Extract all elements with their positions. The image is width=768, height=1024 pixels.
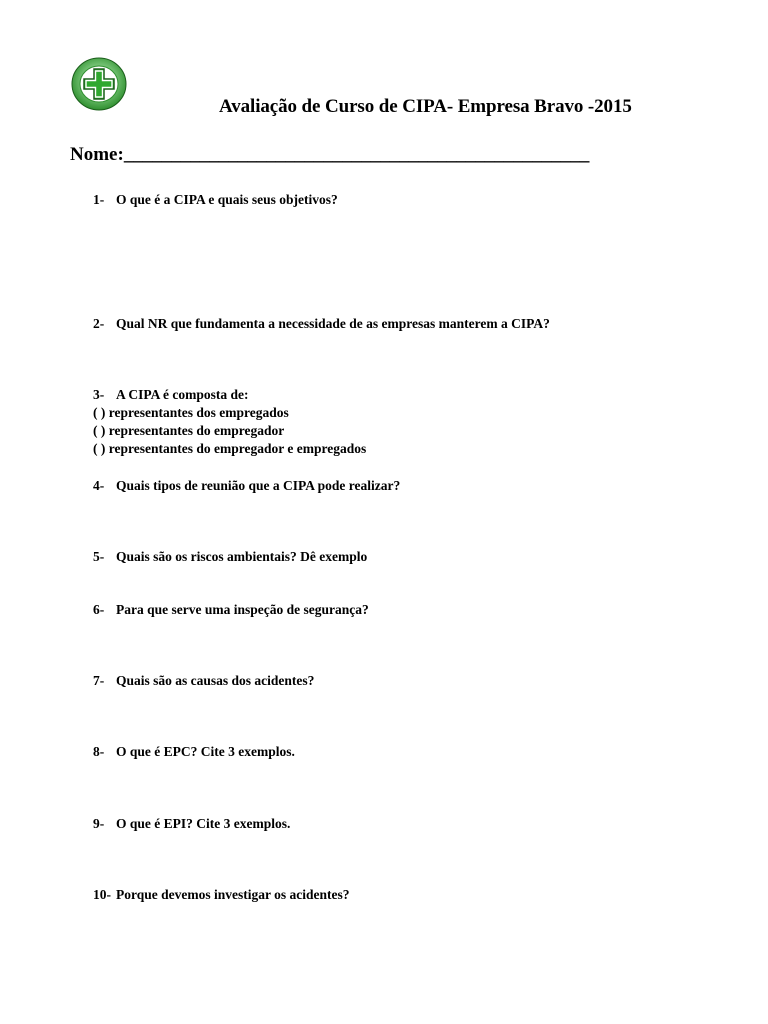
name-underline[interactable]: _________________________________________________: [123, 144, 590, 165]
name-field[interactable]: [70, 144, 589, 166]
option-checkbox-empregador-empregados[interactable]: ( ) representantes do empregador e empregados: [93, 441, 367, 456]
question-text: O que é EPC? Cite 3 exemplos.: [116, 744, 295, 759]
question-text: A CIPA é composta de:: [116, 387, 249, 402]
question-9: [93, 815, 290, 833]
option-checkbox-empregador[interactable]: ( ) representantes do empregador: [93, 423, 285, 438]
question-number: 6-: [93, 602, 105, 617]
question-text: O que é a CIPA e quais seus objetivos?: [116, 192, 338, 207]
question-7: [93, 672, 314, 690]
option-checkbox-empregados[interactable]: ( ) representantes dos empregados: [93, 405, 289, 420]
question-number: 8-: [93, 744, 105, 759]
question-number: 7-: [93, 673, 105, 688]
question-number: 5-: [93, 549, 105, 564]
question-8: [93, 743, 295, 761]
question-text: Para que serve uma inspeção de segurança?: [116, 602, 369, 617]
question-1: [93, 191, 338, 209]
question-number: 3-: [93, 387, 105, 402]
question-number: 2-: [93, 316, 105, 331]
question-3: [93, 386, 249, 404]
question-number: 9-: [93, 816, 105, 831]
question-2: [93, 315, 550, 333]
question-text: Qual NR que fundamenta a necessidade de as empresas manterem a CIPA?: [116, 316, 550, 331]
question-text: Quais são as causas dos acidentes?: [116, 673, 315, 688]
question-text: Quais tipos de reunião que a CIPA pode realizar?: [116, 478, 401, 493]
question-6: [93, 601, 369, 619]
question-text: Quais são os riscos ambientais? Dê exemplo: [116, 549, 368, 564]
question-text: Porque devemos investigar os acidentes?: [116, 887, 350, 902]
name-label: Nome:: [70, 144, 124, 165]
page-title: Avaliação de Curso de CIPA- Empresa Bravo -2015: [219, 96, 632, 117]
question-text: O que é EPI? Cite 3 exemplos.: [116, 816, 291, 831]
question-4: [93, 477, 400, 495]
question-number: 10-: [93, 887, 111, 902]
question-10: [93, 886, 350, 904]
question-number: 1-: [93, 192, 105, 207]
question-number: 4-: [93, 478, 105, 493]
question-5: [93, 548, 367, 566]
green-cross-safety-logo-icon: [70, 56, 128, 112]
